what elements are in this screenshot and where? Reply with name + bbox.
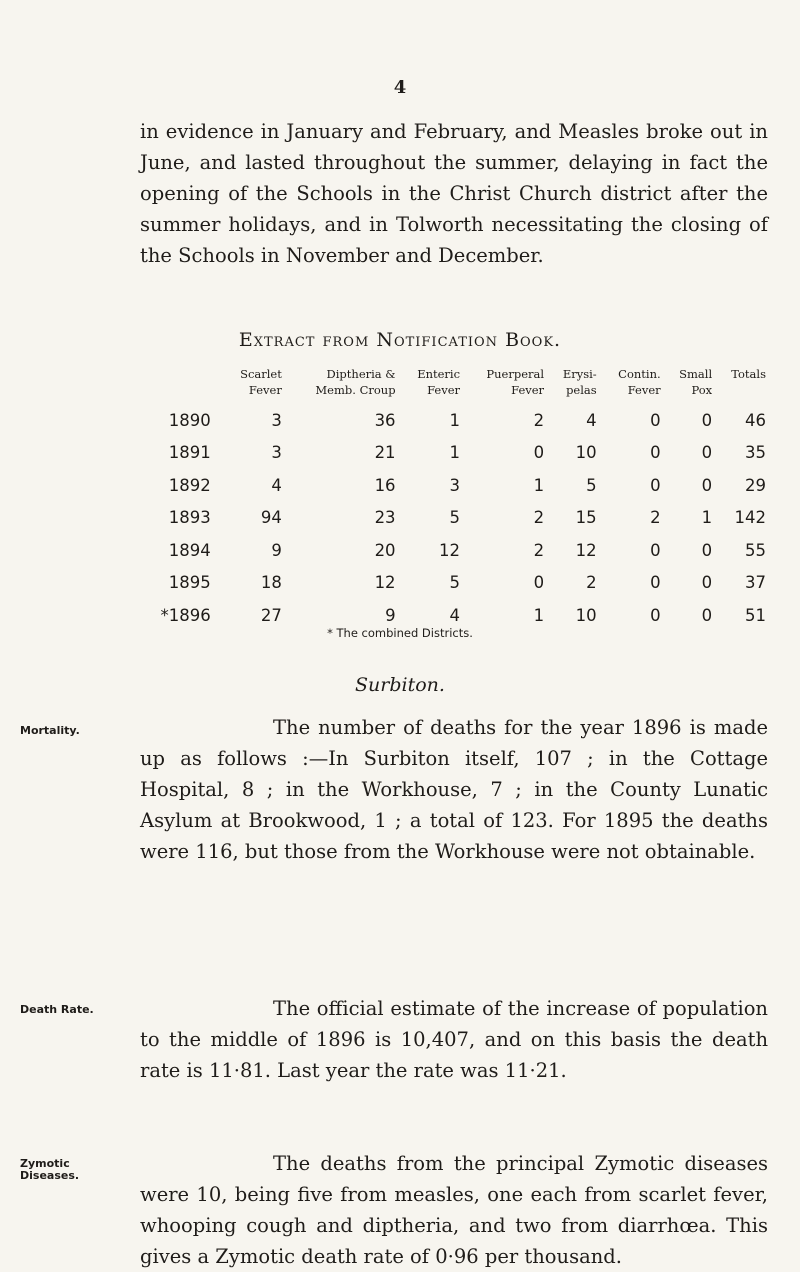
table-cell: 1 (701, 508, 713, 528)
table-cell: 3 (449, 475, 461, 495)
mortality-text: The number of deaths for the year 1896 is made up as follows :—In Surbiton itself, 107 ; in the Cottage Hospital, 8 ; in the Workhouse, 7 ; in the County Lunatic Asylum at Brookwood, 1 ; a total of 123. For 1895 the deaths were 116, but those from the Workhouse were not obtainable. (140, 716, 768, 863)
page-number: 4 (393, 77, 407, 98)
death-rate-paragraph (140, 993, 768, 1086)
table-header-line: Enteric (417, 367, 461, 381)
table-cell: 29 (745, 475, 766, 495)
notification-table (140, 366, 772, 632)
table-year-cell: 1890 (168, 410, 211, 430)
table-header-line: Fever (511, 383, 545, 397)
table-row (140, 502, 772, 535)
table-cell: 16 (374, 475, 396, 495)
table-cell: 55 (745, 540, 766, 560)
zymotic-text: The deaths from the principal Zymotic diseases were 10, being five from measles, one each from scarlet fever, whooping cough and diptheria, and two from diarrhœa. This gives a Zymotic death rate of 0·96 per thousand. (140, 1152, 768, 1268)
table-cell: 142 (734, 508, 766, 528)
table-header-line: Scarlet (240, 367, 282, 381)
table-row (140, 534, 772, 567)
table-header-cell (718, 366, 772, 404)
table-cell: 0 (701, 605, 713, 625)
table-cell: 0 (533, 443, 545, 463)
death-rate-text: The official estimate of the increase of population to the middle of 1896 is 10,407, and on this basis the death rate is 11·81. Last year the rate was 11·21. (140, 997, 768, 1082)
table-cell: 0 (650, 443, 661, 463)
table-header-line: Diptheria & (326, 367, 396, 381)
table-cell: 0 (701, 443, 713, 463)
table-cell: 1 (449, 410, 461, 430)
table-header-row (140, 366, 772, 404)
table-cell: 2 (533, 540, 545, 560)
margin-note-zymotic-line2: Diseases. (20, 1169, 80, 1182)
table-cell: 5 (449, 508, 461, 528)
table-cell: 0 (701, 573, 713, 593)
table-row (140, 404, 772, 437)
margin-note-zymotic (20, 1158, 79, 1182)
table-cell: 9 (271, 540, 282, 560)
table-cell: 12 (439, 540, 461, 560)
table-cell: 0 (650, 605, 661, 625)
table-cell: 1 (533, 605, 545, 625)
table-cell: 0 (650, 475, 661, 495)
table-year-cell: 1894 (168, 540, 211, 560)
table-header-line: Fever (627, 383, 661, 397)
table-cell: 0 (650, 540, 661, 560)
table-cell: 46 (745, 410, 766, 430)
table-cell: 18 (260, 573, 282, 593)
table-cell: 36 (374, 410, 396, 430)
table-cell: 20 (374, 540, 396, 560)
margin-note-death-rate: Death Rate. (20, 1003, 94, 1016)
table-cell: 23 (374, 508, 396, 528)
table-header-line: Small (679, 367, 713, 381)
table-header-cell (402, 366, 466, 404)
margin-note-mortality: Mortality. (20, 724, 80, 737)
table-year-cell: 1891 (168, 443, 211, 463)
table-header-cell (667, 366, 718, 404)
table-header-cell (550, 366, 603, 404)
table-cell: 0 (533, 573, 545, 593)
table-cell: 4 (586, 410, 597, 430)
table-body (140, 404, 772, 632)
table-cell: 3 (271, 443, 282, 463)
table-cell: 10 (575, 443, 597, 463)
table-cell: 1 (533, 475, 545, 495)
table-cell: 9 (385, 605, 396, 625)
table-year-cell: 1895 (168, 573, 211, 593)
table-title: Extract from Notification Book. (238, 329, 562, 351)
table-cell: 12 (374, 573, 396, 593)
table-cell: 15 (575, 508, 597, 528)
table-cell: 2 (650, 508, 661, 528)
table-cell: 10 (575, 605, 597, 625)
table-header-line: Memb. Croup (315, 383, 396, 397)
mortality-paragraph (140, 712, 768, 867)
table-cell: 0 (650, 573, 661, 593)
table-header-line: Erysi- (562, 367, 597, 381)
table-cell: 21 (374, 443, 396, 463)
table-cell: 4 (271, 475, 282, 495)
table-cell: 35 (745, 443, 766, 463)
table-cell: 0 (650, 410, 661, 430)
table-header-line: Fever (248, 383, 282, 397)
table-cell: 94 (260, 508, 282, 528)
zymotic-paragraph (140, 1148, 768, 1272)
table-header-cell (466, 366, 550, 404)
table-cell: 2 (533, 508, 545, 528)
table-row (140, 437, 772, 470)
table-cell: 1 (449, 443, 461, 463)
margin-note-zymotic-line1: Zymotic (20, 1157, 70, 1170)
intro-paragraph: in evidence in January and February, and Measles broke out in June, and lasted throughout the summer, delaying in fact the opening of the Schools in the Christ Church district after the summer holidays, and in Tolworth necessitating the closing of the Schools in November and December. (140, 120, 768, 267)
table-cell: 27 (260, 605, 282, 625)
table-header-line: Contin. (618, 367, 661, 381)
table-cell: 0 (701, 475, 713, 495)
table-cell: 0 (701, 540, 713, 560)
table-year-cell: 1893 (168, 508, 211, 528)
table-cell: 3 (271, 410, 282, 430)
table-header-line: Fever (427, 383, 461, 397)
table-header-line: pelas (566, 383, 597, 397)
table-cell: 5 (449, 573, 461, 593)
table-year-cell: *1896 (160, 605, 211, 625)
table-header-cell (603, 366, 667, 404)
table-cell: 0 (701, 410, 713, 430)
table-header-line: Totals (731, 367, 766, 381)
table-footnote: * The combined Districts. (327, 626, 473, 640)
table-header-line: Puerperal (486, 367, 545, 381)
table-header-line: Pox (691, 383, 713, 397)
table-cell: 37 (745, 573, 766, 593)
table-cell: 2 (533, 410, 545, 430)
table-header-cell (225, 366, 288, 404)
table-year-cell: 1892 (168, 475, 211, 495)
table-header-cell (288, 366, 402, 404)
table-header-cell (140, 366, 225, 404)
table-row (140, 469, 772, 502)
table-cell: 4 (449, 605, 461, 625)
table-cell: 5 (586, 475, 597, 495)
table-cell: 2 (586, 573, 597, 593)
table-cell: 51 (745, 605, 766, 625)
table-cell: 12 (575, 540, 597, 560)
section-title: Surbiton. (355, 674, 445, 696)
table-row (140, 567, 772, 600)
